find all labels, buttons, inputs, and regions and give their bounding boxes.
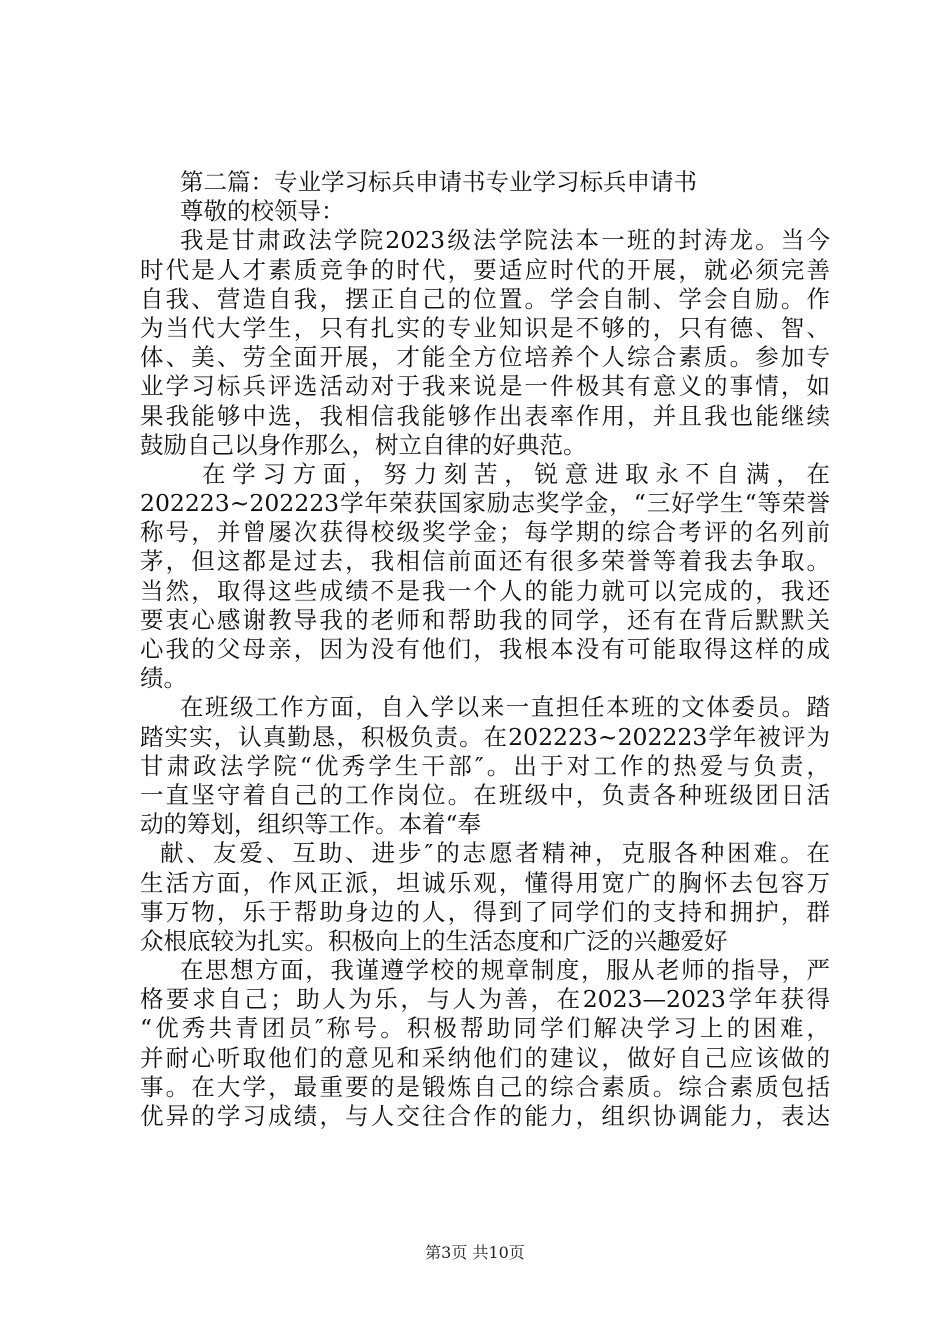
page-number: 第3页 共10页 bbox=[425, 1243, 525, 1262]
paragraph-line: 一直坚守着自己的工作岗位。在班级中，负责各种班级团日活 bbox=[140, 780, 830, 809]
paragraph-line: “优秀共青团员″称号。积极帮助同学们解决学习上的困难， bbox=[140, 1014, 830, 1043]
paragraph-line: 时代是人才素质竞争的时代，要适应时代的开展，就必须完善 bbox=[140, 255, 830, 284]
paragraph-line: 献、友爱、互助、进步″的志愿者精神，克服各种困难。在 bbox=[160, 839, 830, 868]
paragraph-line: 自我、营造自我，摆正自己的位置。学会自制、学会自励。作 bbox=[140, 284, 830, 313]
paragraph-line: 甘肃政法学院“优秀学生干部″。出于对工作的热爱与负责， bbox=[140, 751, 830, 780]
paragraph-line: 果我能够中选，我相信我能够作出表率作用，并且我也能继续 bbox=[140, 401, 830, 430]
paragraph-line: 当然，取得这些成绩不是我一个人的能力就可以完成的，我还 bbox=[140, 576, 830, 605]
paragraph-line: 格要求自己；助人为乐，与人为善，在2023—2023学年获得 bbox=[140, 985, 830, 1014]
paragraph-line: 在学习方面，努力刻苦，锐意进取永不自满，在 bbox=[202, 459, 830, 488]
paragraph-line: 心我的父母亲，因为没有他们，我根本没有可能取得这样的成 bbox=[140, 635, 830, 663]
paragraph-line: 优异的学习成绩，与人交往合作的能力，组织协调能力，表达 bbox=[140, 1102, 830, 1130]
paragraph-line: 在班级工作方面，自入学以来一直担任本班的文体委员。踏 bbox=[180, 693, 830, 722]
paragraph-line: 要衷心感谢教导我的老师和帮助我的同学，还有在背后默默关 bbox=[140, 605, 830, 634]
paragraph-line: 称号，并曾屡次获得校级奖学金；每学期的综合考评的名列前 bbox=[140, 518, 830, 547]
paragraph-line: 202223~202223学年荣获国家励志奖学金，“三好学生“等荣誉 bbox=[140, 489, 830, 518]
salutation: 尊敬的校领导： bbox=[180, 197, 345, 226]
paragraph-line: 茅，但这都是过去，我相信前面还有很多荣誉等着我去争取。 bbox=[140, 547, 830, 576]
paragraph-line: 踏实实，认真勤恳，积极负责。在202223~202223学年被评为 bbox=[140, 722, 830, 751]
section-title: 第二篇：专业学习标兵申请书专业学习标兵申请书 bbox=[180, 168, 697, 196]
paragraph-line: 事万物，乐于帮助身边的人，得到了同学们的支持和拥护，群 bbox=[140, 897, 830, 926]
paragraph-line: 众根底较为扎实。积极向上的生活态度和广泛的兴趣爱好 bbox=[140, 926, 728, 955]
paragraph-line: 我是甘肃政法学院2023级法学院法本一班的封涛龙。当今 bbox=[180, 226, 830, 255]
paragraph-line: 并耐心听取他们的意见和采纳他们的建议，做好自己应该做的 bbox=[140, 1043, 830, 1072]
paragraph-line: 业学习标兵评选活动对于我来说是一件极其有意义的事情，如 bbox=[140, 372, 830, 401]
paragraph-line: 鼓励自己以身作那么，树立自律的好典范。 bbox=[140, 430, 587, 459]
paragraph-line: 体、美、劳全面开展，才能全方位培养个人综合素质。参加专 bbox=[140, 343, 830, 372]
paragraph-line: 在思想方面，我谨遵学校的规章制度，服从老师的指导，严 bbox=[180, 956, 830, 985]
paragraph-line: 绩。 bbox=[140, 664, 187, 693]
document-body bbox=[140, 168, 830, 1131]
paragraph-line: 为当代大学生，只有扎实的专业知识是不够的，只有德、智、 bbox=[140, 313, 830, 342]
paragraph-line: 事。在大学，最重要的是锻炼自己的综合素质。综合素质包括 bbox=[140, 1072, 830, 1101]
paragraph-line: 动的筹划，组织等工作。本着“奉 bbox=[140, 810, 482, 839]
paragraph-line: 生活方面，作风正派，坦诚乐观，懂得用宽广的胸怀去包容万 bbox=[140, 868, 830, 897]
